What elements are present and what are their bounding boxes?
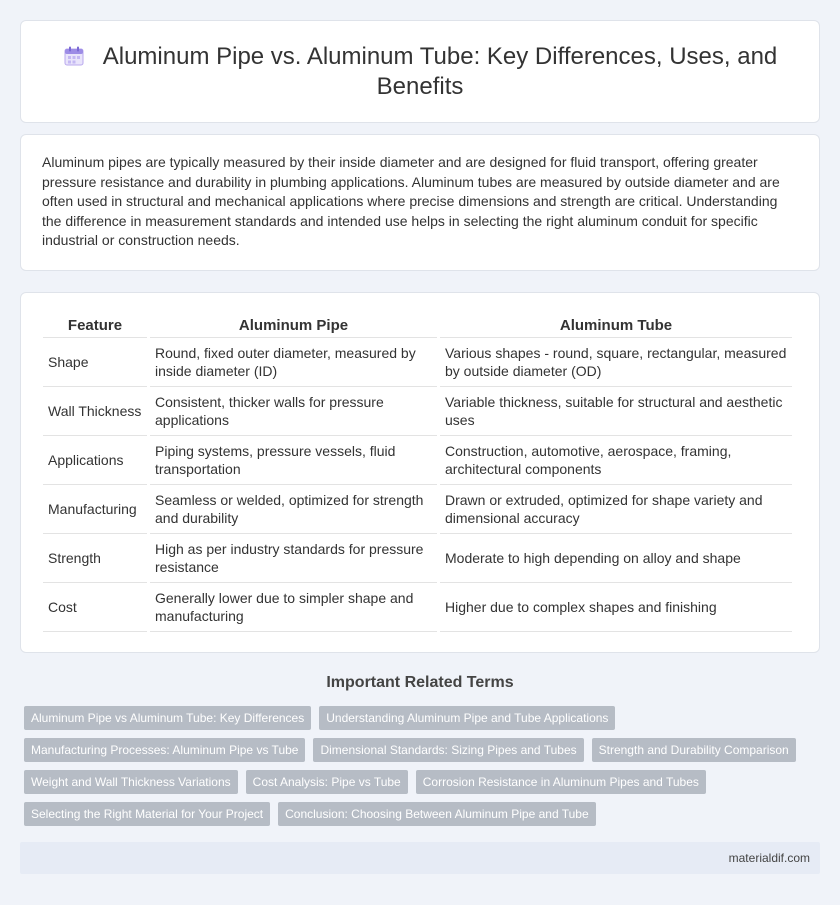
feature-cell: Manufacturing — [43, 485, 147, 534]
tube-cell: Various shapes - round, square, rectangular, measured by outside diameter (OD) — [440, 338, 792, 387]
related-terms-tags — [24, 706, 824, 834]
tube-cell: Variable thickness, suitable for structural and aesthetic uses — [440, 387, 792, 436]
intro-card — [20, 134, 820, 271]
pipe-cell: Seamless or welded, optimized for strength and durability — [150, 485, 437, 534]
page-title — [60, 42, 780, 102]
table-row — [43, 338, 792, 387]
tag-row — [24, 706, 824, 730]
table-row — [43, 485, 792, 534]
pipe-cell: Consistent, thicker walls for pressure applications — [150, 387, 437, 436]
related-term-tag[interactable]: Weight and Wall Thickness Variations — [24, 770, 238, 794]
calendar-icon — [63, 45, 85, 67]
tag-row — [24, 802, 824, 826]
tube-cell: Higher due to complex shapes and finishing — [440, 583, 792, 632]
pipe-cell: High as per industry standards for pressure resistance — [150, 534, 437, 583]
pipe-cell: Round, fixed outer diameter, measured by inside diameter (ID) — [150, 338, 437, 387]
tube-cell: Drawn or extruded, optimized for shape variety and dimensional accuracy — [440, 485, 792, 534]
intro-paragraph: Aluminum pipes are typically measured by their inside diameter and are designed for fluid transport, offering greater pressure resistance and durability in plumbing applications. Aluminum tubes are measured by outside diameter and are often used in structural and mechanical applications where precise dimensions and strength are critical. Understanding the difference in measurement standards and intended use helps in selecting the right aluminum conduit for specific industrial or construction needs. — [42, 154, 780, 248]
page-title-text: Aluminum Pipe vs. Aluminum Tube: Key Differences, Uses, and Benefits — [102, 42, 778, 100]
feature-cell: Shape — [43, 338, 147, 387]
related-term-tag[interactable]: Aluminum Pipe vs Aluminum Tube: Key Differences — [24, 706, 311, 730]
related-term-tag[interactable]: Conclusion: Choosing Between Aluminum Pipe and Tube — [278, 802, 596, 826]
header-card — [20, 20, 820, 123]
related-term-tag[interactable]: Dimensional Standards: Sizing Pipes and Tubes — [313, 738, 583, 762]
comparison-table — [40, 309, 795, 632]
feature-cell: Wall Thickness — [43, 387, 147, 436]
related-term-tag[interactable]: Cost Analysis: Pipe vs Tube — [246, 770, 408, 794]
feature-cell: Strength — [43, 534, 147, 583]
comparison-table-card — [20, 292, 820, 653]
table-row — [43, 436, 792, 485]
feature-cell: Applications — [43, 436, 147, 485]
table-row — [43, 534, 792, 583]
column-header-pipe: Aluminum Pipe — [150, 309, 437, 338]
related-terms-heading: Important Related Terms — [326, 674, 514, 691]
tube-cell: Construction, automotive, aerospace, framing, architectural components — [440, 436, 792, 485]
tag-row — [24, 770, 824, 794]
footer-site-name[interactable]: materialdif.com — [728, 851, 810, 865]
feature-cell: Cost — [43, 583, 147, 632]
tag-row — [24, 738, 824, 762]
column-header-tube: Aluminum Tube — [440, 309, 792, 338]
related-term-tag[interactable]: Corrosion Resistance in Aluminum Pipes and Tubes — [416, 770, 706, 794]
pipe-cell: Piping systems, pressure vessels, fluid transportation — [150, 436, 437, 485]
table-row — [43, 583, 792, 632]
table-header-row — [43, 309, 792, 338]
pipe-cell: Generally lower due to simpler shape and manufacturing — [150, 583, 437, 632]
related-term-tag[interactable]: Selecting the Right Material for Your Project — [24, 802, 270, 826]
related-term-tag[interactable]: Strength and Durability Comparison — [592, 738, 796, 762]
related-term-tag[interactable]: Understanding Aluminum Pipe and Tube Applications — [319, 706, 615, 730]
tube-cell: Moderate to high depending on alloy and shape — [440, 534, 792, 583]
column-header-feature: Feature — [43, 309, 147, 338]
table-row — [43, 387, 792, 436]
related-term-tag[interactable]: Manufacturing Processes: Aluminum Pipe vs Tube — [24, 738, 305, 762]
footer-bar — [20, 842, 820, 874]
